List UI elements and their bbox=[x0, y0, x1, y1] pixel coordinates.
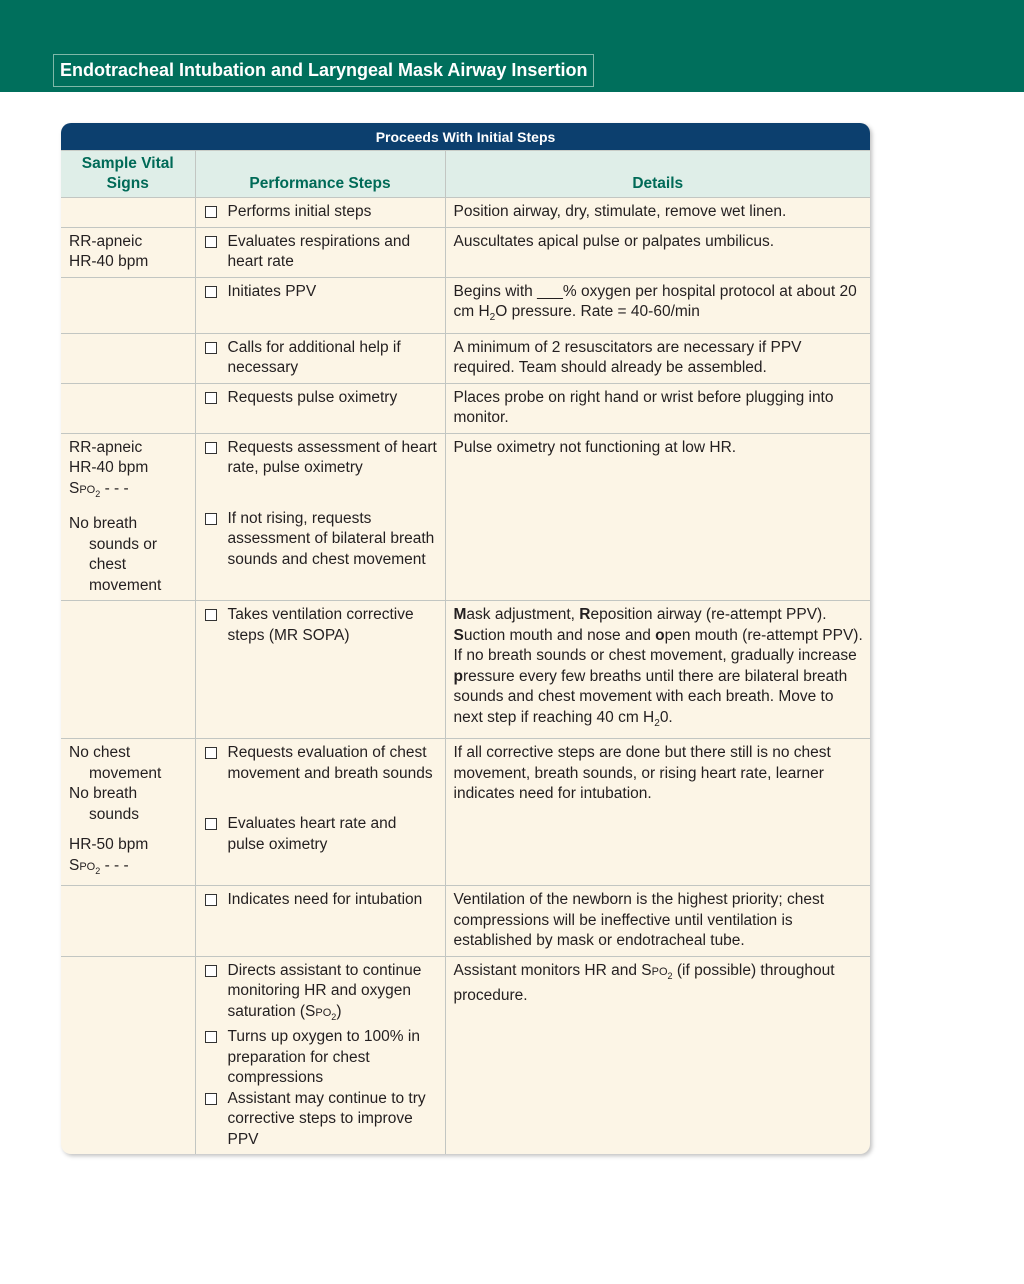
details-cell: Pulse oximetry not functioning at low HR. bbox=[445, 433, 870, 601]
step-checkbox[interactable] bbox=[205, 747, 217, 759]
column-header-performance-steps: Performance Steps bbox=[195, 151, 445, 198]
vitals-cell bbox=[61, 886, 195, 957]
vitals-cell bbox=[61, 739, 195, 886]
step-label: Assistant may continue to try corrective steps to improve PPV bbox=[227, 1089, 426, 1148]
step-checkbox[interactable] bbox=[205, 392, 217, 404]
table-row bbox=[61, 333, 870, 383]
step-label: Calls for additional help if necessary bbox=[227, 338, 401, 377]
step-label: Indicates need for intubation bbox=[227, 891, 423, 909]
steps-cell bbox=[195, 333, 445, 383]
step-checkbox[interactable] bbox=[205, 965, 217, 977]
step-item bbox=[204, 890, 438, 911]
vitals-cell bbox=[61, 227, 195, 277]
step-item bbox=[204, 605, 438, 646]
vitals-cell bbox=[61, 956, 195, 1154]
table-row bbox=[61, 956, 870, 1154]
step-label: Evaluates respirations and heart rate bbox=[227, 232, 411, 270]
step-item bbox=[204, 282, 438, 303]
step-label: Requests evaluation of chest movement and breath sounds bbox=[227, 744, 433, 782]
step-item bbox=[204, 961, 438, 1028]
step-item bbox=[204, 338, 438, 379]
details-cell: Auscultates apical pulse or palpates umbilicus. bbox=[445, 227, 870, 277]
step-checkbox[interactable] bbox=[205, 286, 217, 298]
step-checkbox[interactable] bbox=[205, 1031, 217, 1043]
step-label: Turns up oxygen to 100% in preparation for chest compressions bbox=[227, 1028, 420, 1087]
step-label: Takes ventilation corrective steps (MR SOPA) bbox=[227, 606, 414, 644]
step-label: Requests pulse oximetry bbox=[227, 388, 398, 406]
steps-cell bbox=[195, 739, 445, 886]
table-row bbox=[61, 886, 870, 957]
step-label: Directs assistant to continue monitoring HR and oxygen saturation $(SPO_2)$ bbox=[227, 961, 422, 1022]
vital-spo2: $SPO_2$ - - - bbox=[69, 856, 129, 876]
step-item bbox=[204, 1027, 438, 1089]
vital-rr: RR-apneic bbox=[69, 232, 143, 250]
details-cell: Ventilation of the newborn is the highest priority; chest compressions will be ineffective until ventilation is established by mask or endotracheal tube. bbox=[445, 886, 870, 957]
step-label: Initiates PPV bbox=[227, 282, 317, 300]
step-item bbox=[204, 1089, 438, 1151]
vital-rr: RR-apneic bbox=[69, 438, 143, 456]
vitals-cell bbox=[61, 198, 195, 228]
table-row bbox=[61, 433, 870, 601]
step-label: Requests assessment of heart rate, pulse oximetry bbox=[227, 438, 437, 477]
details-cell: Assistant monitors HR and $SPO_2$ (if possible) throughout procedure. bbox=[453, 961, 835, 1005]
vitals-cell bbox=[61, 277, 195, 333]
step-item bbox=[204, 814, 438, 855]
details-cell bbox=[445, 277, 870, 333]
step-item bbox=[204, 202, 438, 223]
step-item bbox=[204, 743, 438, 784]
column-header-vital-signs: Sample Vital Signs bbox=[61, 151, 195, 198]
table-row bbox=[61, 739, 870, 886]
step-checkbox[interactable] bbox=[205, 206, 217, 218]
vital-no-breath-sounds: No breath sounds or chest movement bbox=[69, 515, 162, 594]
steps-cell bbox=[195, 277, 445, 333]
vital-no-chest-movement: No chest movement bbox=[69, 744, 162, 782]
vital-hr: HR-40 bpm bbox=[69, 253, 149, 270]
table-row bbox=[61, 277, 870, 333]
column-header-details: Details bbox=[445, 151, 870, 198]
steps-cell bbox=[195, 383, 445, 433]
vitals-cell bbox=[61, 333, 195, 383]
step-checkbox[interactable] bbox=[205, 442, 217, 454]
details-text: O pressure. Rate = 40-60/min bbox=[495, 303, 700, 320]
step-checkbox[interactable] bbox=[205, 894, 217, 906]
step-checkbox[interactable] bbox=[205, 818, 217, 830]
step-item bbox=[204, 388, 438, 409]
details-text: Begins with ___% oxygen per hospital protocol at about 20 cm H bbox=[453, 282, 857, 320]
steps-cell bbox=[195, 956, 445, 1154]
step-item bbox=[204, 438, 438, 479]
page-title: Endotracheal Intubation and Laryngeal Mask Airway Insertion bbox=[53, 54, 594, 87]
steps-cell bbox=[195, 886, 445, 957]
step-item bbox=[204, 232, 438, 273]
details-cell: If all corrective steps are done but there still is no chest movement, breath sounds, or rising heart rate, learner indicates need for intubation. bbox=[445, 739, 870, 886]
details-cell: Mask adjustment, Reposition airway (re-attempt PPV). Suction mouth and nose and open mouth (re-attempt PPV). If no breath sounds or chest movement, gradually increase pressure every few breaths until there are bilateral breath sounds and chest movement with each breath. Move to next step if reaching 40 cm $H_20$. bbox=[445, 601, 870, 739]
vital-spo2: $SPO_2$ - - - bbox=[69, 479, 129, 499]
table-row bbox=[61, 383, 870, 433]
steps-cell bbox=[195, 433, 445, 601]
step-label: Performs initial steps bbox=[227, 203, 372, 220]
step-label: If not rising, requests assessment of bilateral breath sounds and chest movement bbox=[227, 509, 435, 568]
step-checkbox[interactable] bbox=[205, 236, 217, 248]
vitals-cell bbox=[61, 601, 195, 739]
steps-cell bbox=[195, 198, 445, 228]
details-cell: Position airway, dry, stimulate, remove wet linen. bbox=[445, 198, 870, 228]
steps-cell bbox=[195, 601, 445, 739]
vital-no-breath-sounds: No breath sounds bbox=[69, 785, 139, 823]
step-label: Evaluates heart rate and pulse oximetry bbox=[227, 815, 397, 853]
vitals-cell bbox=[61, 433, 195, 601]
vital-hr: HR-50 bpm bbox=[69, 836, 149, 854]
header-banner bbox=[0, 0, 1024, 92]
details-cell: Places probe on right hand or wrist before plugging into monitor. bbox=[445, 383, 870, 433]
steps-table-card bbox=[61, 123, 870, 1154]
step-checkbox[interactable] bbox=[205, 1093, 217, 1105]
table-row bbox=[61, 601, 870, 739]
step-item bbox=[204, 509, 438, 571]
step-checkbox[interactable] bbox=[205, 342, 217, 354]
details-cell: A minimum of 2 resuscitators are necessary if PPV required. Team should already be assembled. bbox=[445, 333, 870, 383]
table-row bbox=[61, 198, 870, 228]
table-row bbox=[61, 227, 870, 277]
vital-hr: HR-40 bpm bbox=[69, 459, 149, 477]
step-checkbox[interactable] bbox=[205, 513, 217, 525]
vitals-cell bbox=[61, 383, 195, 433]
subscript: 2 bbox=[489, 312, 496, 324]
steps-table bbox=[61, 123, 870, 1154]
table-caption: Proceeds With Initial Steps bbox=[61, 123, 870, 151]
steps-cell bbox=[195, 227, 445, 277]
step-checkbox[interactable] bbox=[205, 609, 217, 621]
